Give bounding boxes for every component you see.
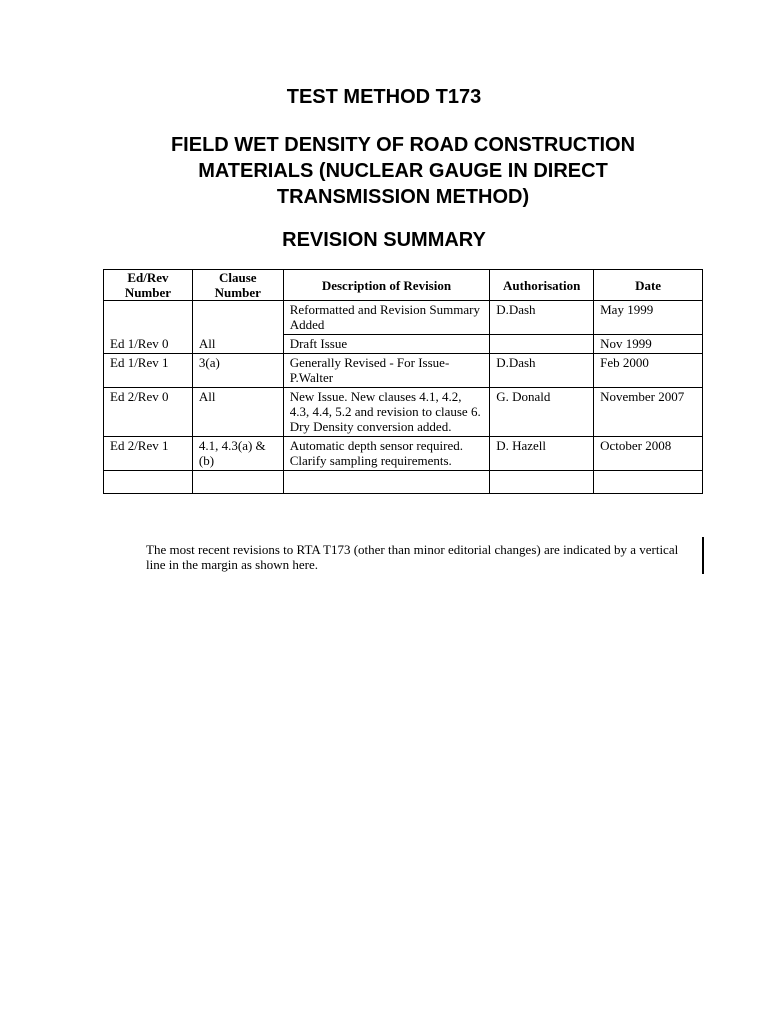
- cell-authorisation: D.Dash: [490, 301, 594, 335]
- column-header-ed-rev: Ed/Rev Number: [104, 270, 193, 301]
- document-subject-title: FIELD WET DENSITY OF ROAD CONSTRUCTION MATERIALS (NUCLEAR GAUGE IN DIRECT TRANSMISSION METHOD): [170, 134, 636, 208]
- cell-date: November 2007: [594, 388, 703, 437]
- cell-empty: [192, 471, 283, 494]
- cell-description: New Issue. New clauses 4.1, 4.2, 4.3, 4.4, 5.2 and revision to clause 6. Dry Density conversion added.: [283, 388, 490, 437]
- cell-description: Automatic depth sensor required. Clarify sampling requirements.: [283, 437, 490, 471]
- revision-margin-line: [702, 537, 704, 574]
- cell-description: Generally Revised - For Issue- P.Walter: [283, 354, 490, 388]
- cell-authorisation: G. Donald: [490, 388, 594, 437]
- cell-empty: [104, 471, 193, 494]
- cell-empty: [594, 471, 703, 494]
- cell-clause: All: [192, 301, 283, 354]
- cell-date: Nov 1999: [594, 335, 703, 354]
- cell-empty: [283, 471, 490, 494]
- cell-description: Reformatted and Revision Summary Added: [283, 301, 490, 335]
- table-row-empty: [104, 471, 703, 494]
- cell-authorisation: D. Hazell: [490, 437, 594, 471]
- column-header-date: Date: [594, 270, 703, 301]
- cell-description: Draft Issue: [283, 335, 490, 354]
- table-row: [104, 437, 703, 471]
- table-row: [104, 301, 703, 335]
- cell-authorisation: D.Dash: [490, 354, 594, 388]
- revision-summary-heading: REVISION SUMMARY: [282, 229, 486, 251]
- column-header-clause: Clause Number: [192, 270, 283, 301]
- cell-ed-rev: Ed 1/Rev 0: [104, 301, 193, 354]
- cell-ed-rev: Ed 2/Rev 0: [104, 388, 193, 437]
- table-header-row: [104, 270, 703, 301]
- table-row: [104, 388, 703, 437]
- revision-footnote: The most recent revisions to RTA T173 (other than minor editorial changes) are indicated by a vertical line in the margin as shown here.: [146, 542, 679, 572]
- column-header-authorisation: Authorisation: [490, 270, 594, 301]
- cell-authorisation: [490, 335, 594, 354]
- cell-date: Feb 2000: [594, 354, 703, 388]
- cell-clause: 4.1, 4.3(a) & (b): [192, 437, 283, 471]
- cell-date: May 1999: [594, 301, 703, 335]
- cell-ed-rev: Ed 1/Rev 1: [104, 354, 193, 388]
- test-method-title: TEST METHOD T173: [286, 86, 482, 108]
- cell-clause: All: [192, 388, 283, 437]
- table-row: [104, 354, 703, 388]
- column-header-description: Description of Revision: [283, 270, 490, 301]
- revision-table: [103, 269, 703, 494]
- cell-empty: [490, 471, 594, 494]
- cell-ed-rev: Ed 2/Rev 1: [104, 437, 193, 471]
- cell-date: October 2008: [594, 437, 703, 471]
- cell-clause: 3(a): [192, 354, 283, 388]
